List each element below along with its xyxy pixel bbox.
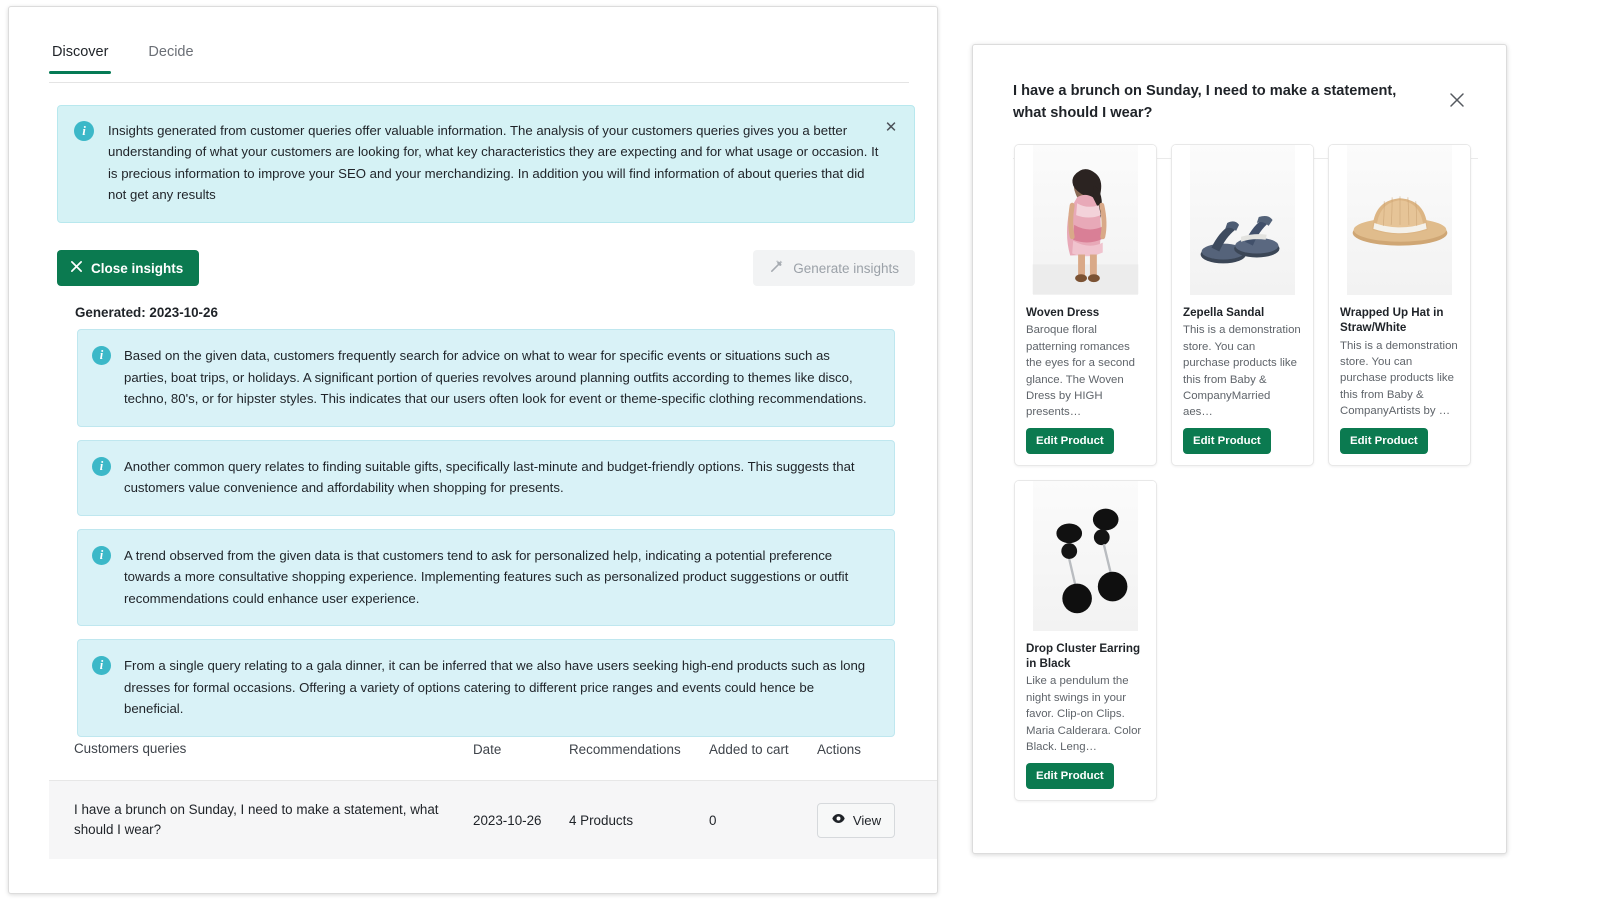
tab-decide-label: Decide [148,44,194,60]
column-header-added-to-cart: Added to cart [709,742,789,757]
product-name: Wrapped Up Hat in Straw/White [1340,306,1444,335]
tab-decide[interactable] [145,45,196,73]
column-header-recommendations: Recommendations [569,742,681,757]
product-card[interactable] [1014,144,1157,466]
close-insights-label: Close insights [91,260,184,276]
cell-actions [817,803,937,838]
product-image-straw-hat [1329,145,1470,295]
view-button[interactable] [817,803,895,838]
info-icon: i [92,457,111,476]
tab-discover[interactable] [49,45,111,73]
generate-insights-button[interactable] [753,250,915,286]
cell-recommendations: 4 Products [569,812,634,828]
product-image-drop-cluster-earring [1015,481,1156,631]
insight-list [77,329,895,750]
product-image-zepella-sandal [1172,145,1313,295]
product-description: This is a demonstration store. You can purchase products like this from Baby & CompanyMarried aes… [1183,324,1301,419]
info-banner [57,105,915,223]
insight-card [77,529,895,627]
product-description: Like a pendulum the night swings in your favor. Clip-on Clips. Maria Calderara. Color Black. Leng… [1026,675,1142,754]
product-card[interactable] [1171,144,1314,466]
product-name: Drop Cluster Earring in Black [1026,641,1141,671]
insights-toolbar [57,250,915,286]
product-description: Baroque floral patterning romances the eyes for a second glance. The Woven Dress by HIGH presents… [1026,324,1135,419]
tab-bar [49,45,909,83]
eye-icon [831,811,846,829]
close-icon[interactable]: ✕ [884,119,898,136]
edit-product-button[interactable]: Edit Product [1026,763,1114,789]
magic-wand-icon [769,259,784,277]
product-card[interactable] [1328,144,1471,466]
table-row[interactable] [49,781,938,859]
product-image-woven-dress [1015,145,1156,295]
modal-title: I have a brunch on Sunday, I need to make a statement, what should I wear? [1013,83,1397,121]
insight-text: Another common query relates to finding suitable gifts, specifically last-minute and budget-friendly options. This suggests that customers value convenience and affordability when shopping for presents. [124,458,855,496]
view-button-label: View [852,812,882,828]
insight-card [77,329,895,427]
generate-insights-label: Generate insights [793,260,899,276]
edit-product-button[interactable]: Edit Product [1183,428,1271,454]
product-name: Woven Dress [1026,306,1100,319]
info-icon: i [74,121,94,141]
edit-product-button[interactable]: Edit Product [1340,428,1428,454]
product-body [1015,295,1156,465]
insight-text: From a single query relating to a gala dinner, it can be inferred that we also have users seeking high-end products such as long dresses for formal occasions. Offering a variety of options catering to different price ranges and events could hence be beneficial. [124,658,866,717]
close-x-icon [70,260,83,276]
cell-added-to-cart: 0 [709,812,717,828]
table-header-row [49,719,938,781]
insight-text: Based on the given data, customers frequently search for advice on what to wear for specific events or situations such as parties, boat trips, or holidays. A significant portion of queries revolves around planning outfits according to themes like disco, techno, 80's, or for hipster styles. This indicates that our users often look for event or theme-specific clothing recommendations. [124,348,867,407]
column-header-date: Date [473,742,502,757]
tab-discover-label: Discover [52,44,109,60]
product-body [1329,295,1470,465]
column-header-query: Customers queries [74,741,187,757]
info-icon: i [92,546,111,565]
generated-date: Generated: 2023-10-26 [75,305,218,320]
close-insights-button[interactable] [57,250,199,286]
product-name: Zepella Sandal [1183,306,1265,319]
close-icon[interactable] [1446,89,1468,111]
cell-query: I have a brunch on Sunday, I need to make a statement, what should I wear? [74,801,439,837]
edit-product-button[interactable]: Edit Product [1026,428,1114,454]
info-banner-text: Insights generated from customer queries offer valuable information. The analysis of your customers queries gives you a better understanding of what your customers are looking for, what key characteristics they are expecting and for what usage or occasion. It is precious information to improve your SEO and your merchandizing. In addition you will find information of about queries that did not get any results [108,123,879,203]
product-body [1172,295,1313,465]
cell-date: 2023-10-26 [473,812,542,828]
queries-table [49,719,938,859]
info-icon: i [92,656,111,675]
info-icon: i [92,346,111,365]
insight-text: A trend observed from the given data is that customers tend to ask for personalized help, indicating a potential preference towards a more consultative shopping experience. Implementing features such as personalized product suggestions or outfit recommendations could enhance user experience. [124,547,849,606]
product-body [1015,631,1156,800]
product-card[interactable] [1014,480,1157,801]
product-description: This is a demonstration store. You can purchase products like this from Baby & CompanyArtists by … [1340,339,1458,418]
column-header-actions: Actions [817,742,861,757]
product-grid [1014,144,1490,801]
insight-card [77,440,895,516]
insights-panel [8,6,938,894]
